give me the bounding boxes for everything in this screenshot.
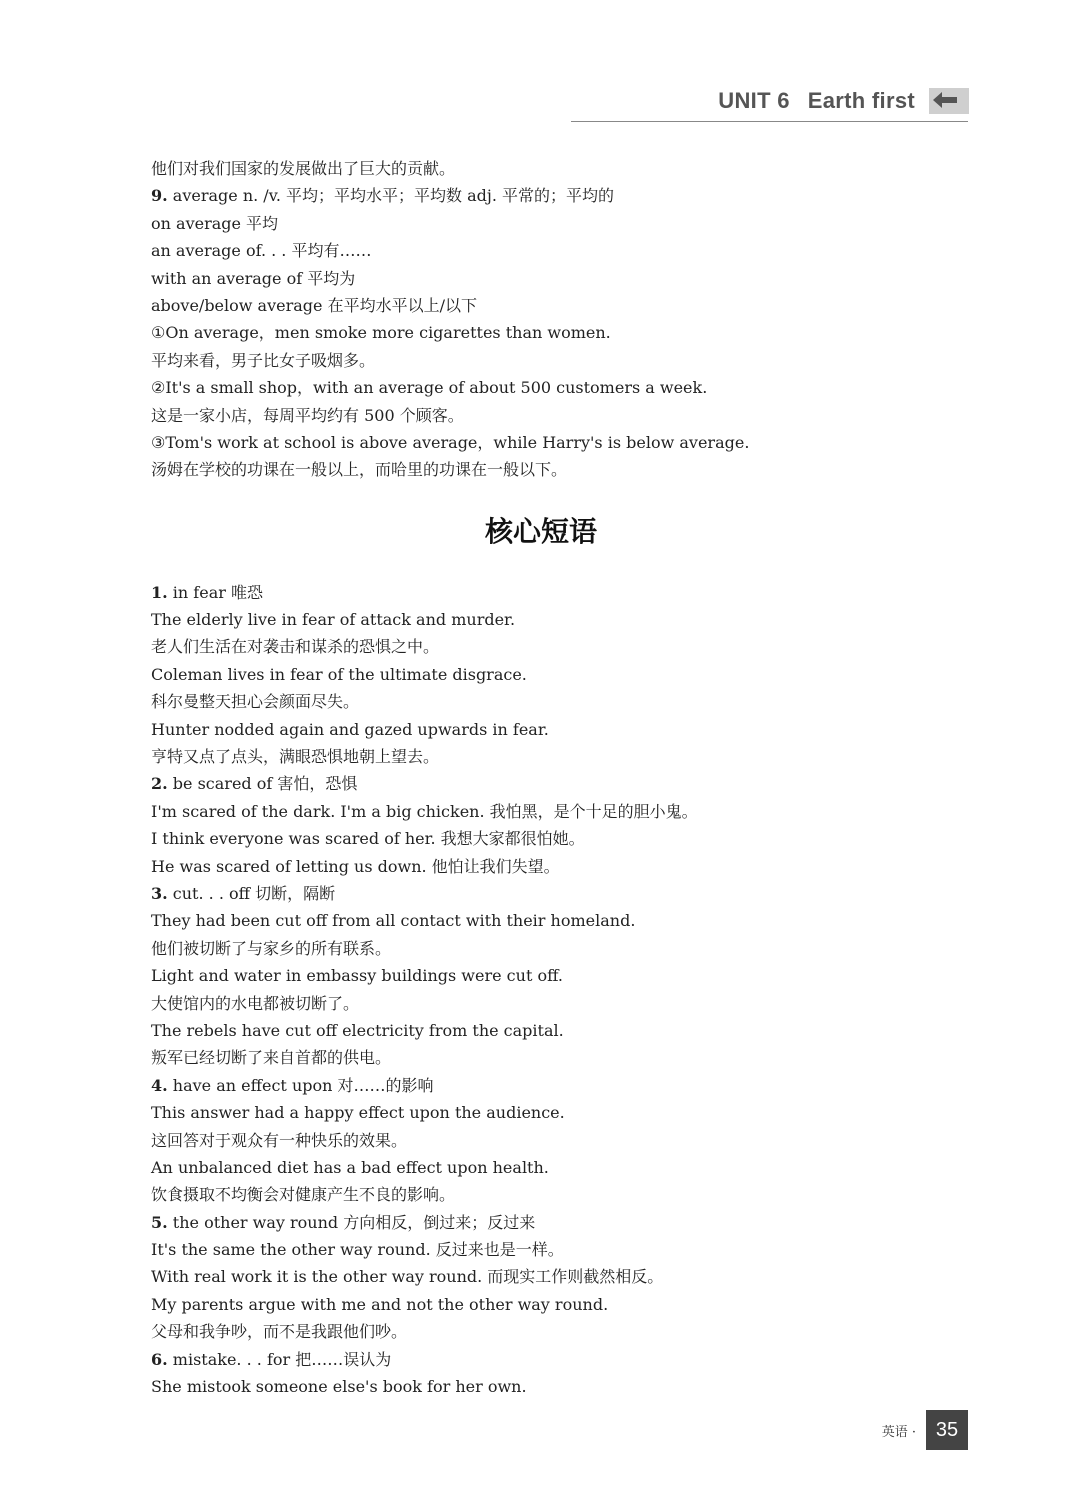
text-line <box>151 1099 971 1126</box>
text-line <box>151 798 971 825</box>
header-rule <box>571 121 968 122</box>
text-line <box>151 716 971 743</box>
text-line <box>151 825 971 852</box>
line-text: be scared of 害怕，恐惧 <box>167 774 358 794</box>
text-line <box>151 1044 971 1071</box>
line-text: It's the same the other way round. 反过来也是一样。 <box>151 1240 564 1260</box>
text-line <box>151 347 971 374</box>
line-text: ②It's a small shop，with an average of about 500 customers a week. <box>151 378 708 398</box>
text-line <box>151 319 971 346</box>
text-line <box>151 1236 971 1263</box>
text-line <box>151 962 971 989</box>
line-text: 他们被切断了与家乡的所有联系。 <box>151 938 392 958</box>
text-line <box>151 1318 971 1345</box>
line-text: ③Tom's work at school is above average，while Harry's is below average. <box>151 432 750 452</box>
header-unit: UNIT 6 <box>718 88 790 113</box>
header-title <box>718 88 915 114</box>
line-text: 叛军已经切断了来自首都的供电。 <box>151 1048 392 1068</box>
line-text: average n. /v. 平均；平均水平；平均数 adj. 平常的；平均的 <box>167 186 615 206</box>
text-line <box>151 292 971 319</box>
line-text: 科尔曼整天担心会颜面尽失。 <box>151 692 360 712</box>
line-text: the other way round 方向相反，倒过来；反过来 <box>167 1212 536 1232</box>
line-text: 父母和我争吵，而不是我跟他们吵。 <box>151 1322 408 1342</box>
line-text: With real work it is the other way round. 而现实工作则截然相反。 <box>151 1267 664 1287</box>
text-line <box>151 1154 971 1181</box>
text-line <box>151 1209 971 1236</box>
text-line <box>151 182 971 209</box>
text-line <box>151 1127 971 1154</box>
text-line <box>151 633 971 660</box>
item-number: 1. <box>151 582 168 602</box>
text-line <box>151 661 971 688</box>
text-line <box>151 402 971 429</box>
line-text: ①On average，men smoke more cigarettes than women. <box>151 323 611 343</box>
line-text: I'm scared of the dark. I'm a big chicken. 我怕黑，是个十足的胆小鬼。 <box>151 801 698 821</box>
line-text: above/below average 在平均水平以上/以下 <box>151 295 477 315</box>
running-header <box>718 88 969 114</box>
line-text: They had been cut off from all contact with their homeland. <box>151 911 636 931</box>
item-number: 4. <box>151 1075 168 1095</box>
item-number: 3. <box>151 883 168 903</box>
line-text: My parents argue with me and not the other way round. <box>151 1294 609 1314</box>
text-line <box>151 1346 971 1373</box>
text-line <box>151 1291 971 1318</box>
line-text: The elderly live in fear of attack and murder. <box>151 610 516 630</box>
line-text: He was scared of letting us down. 他怕让我们失望。 <box>151 856 560 876</box>
line-text: The rebels have cut off electricity from the capital. <box>151 1020 564 1040</box>
line-text: She mistook someone else's book for her own. <box>151 1377 527 1397</box>
text-line <box>151 1373 971 1400</box>
line-text: 老人们生活在对袭击和谋杀的恐惧之中。 <box>151 637 440 657</box>
line-text: 亨特又点了点头，满眼恐惧地朝上望去。 <box>151 747 440 767</box>
footer-subject: 英语 · <box>881 1424 916 1440</box>
text-line <box>151 374 971 401</box>
line-text: 饮食摄取不均衡会对健康产生不良的影响。 <box>151 1185 456 1205</box>
item-number: 6. <box>151 1349 168 1369</box>
line-text: 他们对我们国家的发展做出了巨大的贡献。 <box>151 159 456 178</box>
text-line <box>151 935 971 962</box>
line-text: mistake. . . for 把……误认为 <box>167 1349 392 1369</box>
item-number: 5. <box>151 1212 168 1232</box>
header-unit-title: Earth first <box>807 88 915 113</box>
text-line <box>151 155 971 182</box>
line-text: cut. . . off 切断，隔断 <box>167 883 336 903</box>
text-line <box>151 1072 971 1099</box>
text-line <box>151 1017 971 1044</box>
text-line <box>151 579 971 606</box>
line-text: an average of. . . 平均有…… <box>151 241 372 261</box>
text-line <box>151 688 971 715</box>
line-text: Hunter nodded again and gazed upwards in fear. <box>151 719 549 739</box>
item-number: 9. <box>151 186 168 206</box>
line-text: 平均来看，男子比女子吸烟多。 <box>151 350 376 370</box>
text-line <box>151 456 971 483</box>
line-text: 这是一家小店，每周平均约有 500 个顾客。 <box>151 405 464 425</box>
line-text: I think everyone was scared of her. 我想大家都很怕她。 <box>151 829 585 849</box>
text-line <box>151 743 971 770</box>
line-text: have an effect upon 对……的影响 <box>167 1075 434 1095</box>
text-line <box>151 265 971 292</box>
line-text: Light and water in embassy buildings were cut off. <box>151 966 563 986</box>
text-line <box>151 907 971 934</box>
line-text: with an average of 平均为 <box>151 268 356 288</box>
page-number: 35 <box>926 1410 968 1450</box>
item-number: 2. <box>151 774 168 794</box>
text-line <box>151 990 971 1017</box>
line-text: on average 平均 <box>151 213 279 233</box>
line-text: 汤姆在学校的功课在一般以上，而哈里的功课在一般以下。 <box>151 460 568 480</box>
line-text: This answer had a happy effect upon the audience. <box>151 1103 565 1123</box>
text-line <box>151 880 971 907</box>
text-line <box>151 853 971 880</box>
line-text: 大使馆内的水电都被切断了。 <box>151 993 360 1013</box>
text-line <box>151 210 971 237</box>
text-line <box>151 237 971 264</box>
line-text: Coleman lives in fear of the ultimate disgrace. <box>151 664 527 684</box>
text-line <box>151 770 971 797</box>
back-arrow-icon <box>929 88 969 114</box>
page-footer <box>882 1410 968 1450</box>
text-line <box>151 1263 971 1290</box>
text-line <box>151 429 971 456</box>
line-text: 这回答对于观众有一种快乐的效果。 <box>151 1130 408 1150</box>
text-line <box>151 1181 971 1208</box>
text-line <box>151 606 971 633</box>
line-text: An unbalanced diet has a bad effect upon health. <box>151 1157 549 1177</box>
section-title: 核心短语 <box>484 514 597 548</box>
page-body <box>151 155 971 1400</box>
line-text: in fear 唯恐 <box>167 582 263 602</box>
